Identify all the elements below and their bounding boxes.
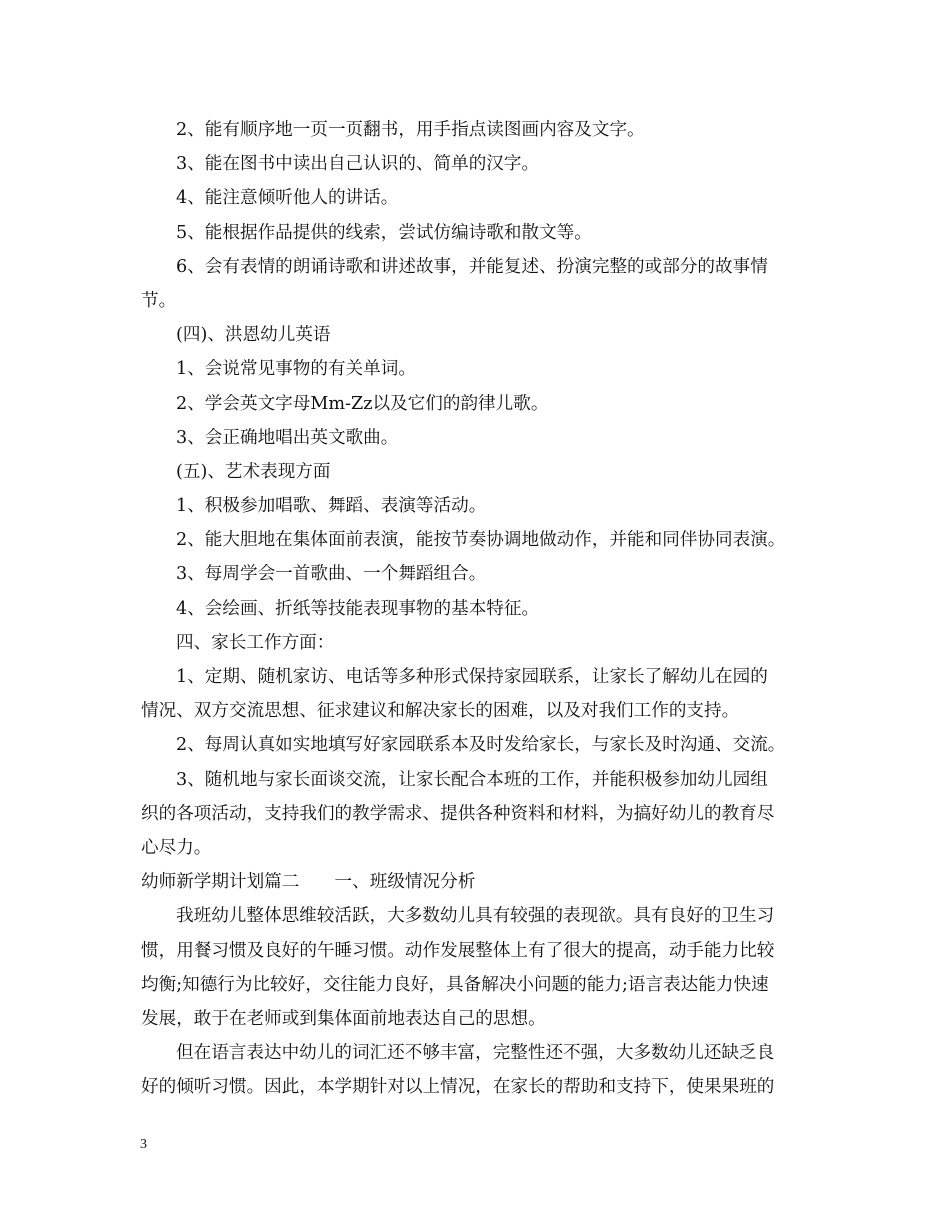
list-item: 3、随机地与家长面谈交流，让家长配合本班的工作，并能积极参加幼儿园组 [176,769,768,790]
list-item: 3、能在图书中读出自己认识的、简单的汉字。 [176,154,540,175]
list-item: 1、定期、随机家访、电话等多种形式保持家园联系，让家长了解幼儿在园的 [176,667,768,687]
list-item: 4、能注意倾听他人的讲话。 [176,188,399,209]
paragraph-line: 好的倾听习惯。因此，本学期针对以上情况，在家长的帮助和支持下，使果果班的 [141,1077,775,1098]
list-item: 6、会有表情的朗诵诗歌和讲述故事，并能复述、扮演完整的或部分的故事情 [176,256,768,277]
list-item: 3、会正确地唱出英文歌曲。 [176,427,399,448]
paragraph-line: 均衡;知德行为比较好，交往能力良好，具备解决小问题的能力;语言表达能力快速 [141,974,769,995]
list-item-continuation: 节。 [141,290,177,311]
article-heading: 幼师新学期计划篇二 一、班级情况分析 [141,872,476,893]
paragraph-line: 发展，敢于在老师或到集体面前地表达自己的思想。 [141,1008,546,1029]
list-item: 1、会说常见事物的有关单词。 [176,359,416,380]
list-item: 2、能有顺序地一页一页翻书，用手指点读图画内容及文字。 [176,120,645,140]
paragraph-line: 但在语言表达中幼儿的词汇还不够丰富，完整性还不强，大多数幼儿还缺乏良 [176,1043,775,1064]
list-item: 4、会绘画、折纸等技能表现事物的基本特征。 [176,598,540,619]
section-heading: 四、家长工作方面： [176,632,335,653]
section-heading: (五)、艺术表现方面 [176,461,331,482]
list-item: 3、每周学会一首歌曲、一个舞蹈组合。 [176,564,487,585]
list-item-continuation: 织的各项活动，支持我们的教学需求、提供各种资料和材料，为搞好幼儿的教育尽 [141,803,775,824]
list-item-continuation: 心尽力。 [141,837,212,858]
list-item-continuation: 情况、双方交流思想、征求建议和解决家长的困难，以及对我们工作的支持。 [141,701,740,722]
paragraph-line: 我班幼儿整体思维较活跃，大多数幼儿具有较强的表现欲。具有良好的卫生习 [176,906,775,927]
list-item: 2、学会英文字母Mm-Zz以及它们的韵律儿歌。 [176,393,549,414]
body-text [141,113,811,1104]
list-item: 2、每周认真如实地填写好家园联系本及时发给家长，与家长及时沟通、交流。 [176,735,786,756]
paragraph-line: 惯，用餐习惯及良好的午睡习惯。动作发展整体上有了很大的提高，动手能力比较 [141,940,775,961]
section-heading: (四)、洪恩幼儿英语 [176,325,331,346]
list-item: 2、能大胆地在集体面前表演，能按节奏协调地做动作，并能和同伴协同表演。 [176,530,786,551]
list-item: 1、积极参加唱歌、舞蹈、表演等活动。 [176,496,487,517]
list-item: 5、能根据作品提供的线索，尝试仿编诗歌和散文等。 [176,222,592,243]
page-number: 3 [140,1137,147,1152]
